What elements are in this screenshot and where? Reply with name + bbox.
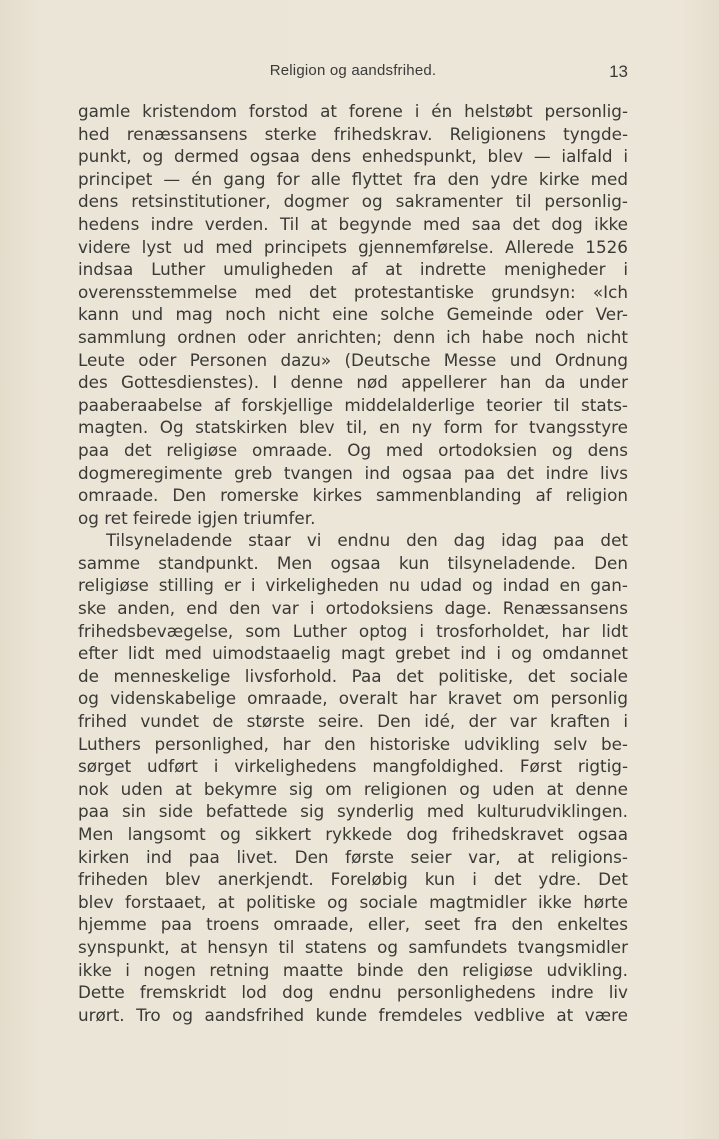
text-line: gamle kristendom forstod at forene i én helstøbt personlig- (78, 101, 628, 121)
page-header (78, 62, 628, 86)
text-line: og videnskabelige omraade, overalt har kravet om personlig (78, 688, 628, 709)
text-line: samme standpunkt. Men ogsaa kun tilsyneladende. Den (78, 552, 628, 573)
text-line: synspunkt, at hensyn til statens og samfundets tvangsmidler (78, 936, 628, 957)
text-line: friheden blev anerkjendt. Foreløbig kun i det ydre. Det (78, 869, 628, 890)
text-line: ikke i nogen retning maatte binde den religiøse udvikling. (78, 959, 628, 980)
text-line: Tilsyneladende staar vi endnu den dag idag paa det (106, 530, 628, 551)
text-line: Men langsomt og sikkert rykkede dog frihedskravet ogsaa (78, 824, 628, 844)
text-line: hjemme paa troens omraade, eller, seet fra den enkeltes (78, 914, 628, 935)
text-line: frihedsbevægelse, som Luther optog i trosforholdet, har lidt (78, 620, 628, 641)
text-line: paa sin side befattede sig synderlig med kulturudviklingen. (78, 801, 628, 822)
text-line: nok uden at bekymre sig om religionen og uden at denne (78, 778, 628, 799)
text-line: blev forstaaet, at politiske og sociale magtmidler ikke hørte (78, 891, 628, 912)
text-line: kann und mag noch nicht eine solche Gemeinde oder Ver- (78, 304, 628, 325)
text-line: kirken ind paa livet. Den første seier var, at religions- (78, 846, 628, 867)
running-head: Religion og aandsfrihed. (269, 62, 437, 79)
text-line: de menneskelige livsforhold. Paa det politiske, det sociale (78, 665, 628, 686)
text-line: frihed vundet de største seire. Den idé, der var kraften i (78, 711, 628, 732)
page-number: 13 (609, 62, 628, 81)
text-line: Luthers personlighed, har den historiske udvikling selv be- (78, 733, 628, 754)
text-line: dens retsinstitutioner, dogmer og sakramenter til personlig- (78, 191, 628, 212)
text-line: og ret feirede igjen triumfer. (78, 507, 316, 528)
text-line: overensstemmelse med det protestantiske grundsyn: «Ich (78, 281, 628, 302)
text-line: omraade. Den romerske kirkes sammenblanding af religion (78, 485, 628, 506)
text-line: hedens indre verden. Til at begynde med saa det dog ikke (78, 213, 628, 234)
text-line: des Gottesdienstes). I denne nød appellerer han da under (78, 372, 628, 393)
text-line: ske anden, end den var i ortodoksiens dage. Renæssansens (78, 598, 628, 619)
text-line: hed renæssansens sterke frihedskrav. Religionens tyngde- (78, 123, 628, 144)
text-line: sørget udført i virkelighedens mangfoldighed. Først rigtig- (78, 756, 628, 777)
text-line: magten. Og statskirken blev til, en ny form for tvangsstyre (78, 417, 628, 438)
text-line: religiøse stilling er i virkeligheden nu udad og indad en gan- (78, 575, 628, 596)
text-line: paaberaabelse af forskjellige middelalderlige teorier til stats- (78, 394, 628, 415)
text-line: dogmeregimente greb tvangen ind ogsaa paa det indre livs (78, 462, 628, 483)
body-text (78, 100, 628, 1026)
text-line: Leute oder Personen dazu» (Deutsche Messe und Ordnung (78, 349, 628, 370)
text-line: indsaa Luther umuligheden af at indrette menigheder i (78, 259, 628, 280)
text-line: efter lidt med uimodstaaelig magt grebet ind i og omdannet (78, 643, 628, 664)
text-line: principet — én gang for alle flyttet fra den ydre kirke med (78, 168, 628, 189)
text-line: paa det religiøse omraade. Og med ortodoksien og dens (78, 439, 628, 460)
text-line: sammlung ordnen oder anrichten; denn ich habe noch nicht (78, 326, 628, 347)
text-line: videre lyst ud med principets gjennemførelse. Allerede 1526 (78, 236, 628, 257)
text-line: Dette fremskridt lod dog endnu personlighedens indre liv (78, 982, 628, 1003)
text-line: punkt, og dermed ogsaa dens enhedspunkt, blev — ialfald i (78, 146, 628, 167)
text-line: urørt. Tro og aandsfrihed kunde fremdeles vedblive at være (78, 1004, 628, 1025)
